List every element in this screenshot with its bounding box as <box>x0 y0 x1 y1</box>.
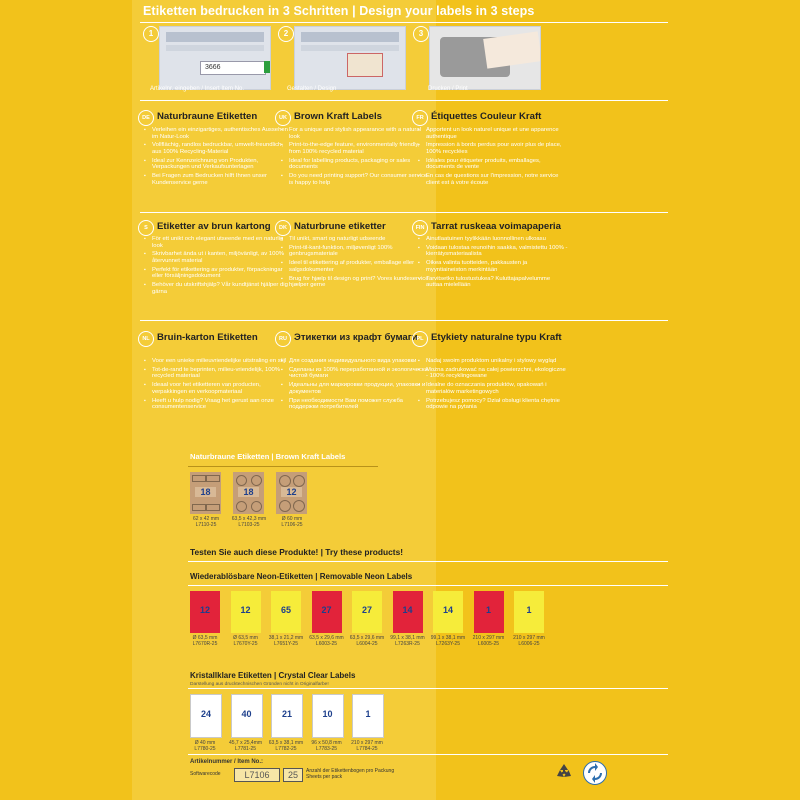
lang-bullet: ▪ Tarvitsetko tulostustukea? Kuluttajapalvelumme auttaa mielellään <box>418 276 568 289</box>
product-caption <box>224 516 274 528</box>
product-tile-clear <box>312 694 344 738</box>
product-size: Ø 60 mm <box>281 516 303 522</box>
product-tile-kraft-round <box>276 472 307 514</box>
clear-section-title: Kristallklare Etiketten | Crystal Clear Labels <box>190 671 356 680</box>
label-count: 12 <box>281 487 302 497</box>
product-tile-neon <box>514 591 544 633</box>
lang-bullet: ▪ Potrzebujesz pomocy? Dział obsługi klienta chętnie odpowie na pytania <box>418 398 568 411</box>
product-caption <box>184 516 228 528</box>
software-code-label: Softwarecode <box>190 771 221 777</box>
lang-bullet: ▪ Heeft u hulp nodig? Vraag het gerust aan onze consumentenservice <box>144 398 294 411</box>
lang-bullet: ▪ Print-til-kant-funktion, miljøvenligt 100% genbrugsmateriale <box>281 245 431 258</box>
product-code: L7651Y-25 <box>273 641 298 647</box>
lang-bullet: ▪ Oikea valinta tuotteiden, pakkausten ja myyntiaineiston merkintään <box>418 260 568 273</box>
article-number-label: Artikelnummer / Item No.: <box>190 759 264 765</box>
divider <box>188 561 668 562</box>
label-count: 27 <box>361 605 372 615</box>
product-code: L7263R-25 <box>395 641 420 647</box>
product-caption <box>428 635 468 647</box>
page-title: Etiketten bedrucken in 3 Schritten | Design your labels in 3 steps <box>143 4 535 18</box>
item-number-box: L7106 <box>234 768 280 782</box>
lang-title: Naturbrune etiketter <box>294 221 386 232</box>
label-count: 14 <box>402 605 413 615</box>
step-3 <box>413 26 538 90</box>
product-size: 210 x 297 mm <box>472 635 505 641</box>
product-code: L6004-25 <box>356 641 378 647</box>
product-size: 38,1 x 21,2 mm <box>268 635 304 641</box>
label-count: 1 <box>365 709 371 719</box>
product-size: 96 x 50,8 mm <box>311 740 342 746</box>
label-count: 12 <box>199 605 210 615</box>
lang-bullet: ▪ Impression à bords perdus pour avoir plus de place, 100% recyclées <box>418 142 568 155</box>
language-code: PL <box>412 331 428 347</box>
lang-bullet: ▪ Для создания индивидуального вида упаковки <box>281 358 431 365</box>
product-tile-neon <box>352 591 382 633</box>
product-tile-kraft-rect <box>233 472 264 514</box>
language-code: S <box>138 220 154 236</box>
label-count: 10 <box>322 709 333 719</box>
divider <box>140 320 668 321</box>
lang-title: Tarrat ruskeaa voimapaperia <box>431 221 561 232</box>
step-1 <box>143 26 268 90</box>
step-number: 2 <box>278 26 294 42</box>
lang-bullet: ▪ Идеальны для маркировки продукции, упаковки и документов <box>281 382 431 395</box>
product-caption <box>347 740 387 752</box>
product-code: L7784-25 <box>356 746 378 752</box>
divider <box>188 585 668 586</box>
product-code: L7780-25 <box>194 746 216 752</box>
label-sheet-icon <box>483 31 541 68</box>
lang-bullet: ▪ Voor een unieke milieuvriendelijke uitstraling en stijl <box>144 358 294 365</box>
label-count: 14 <box>442 605 453 615</box>
label-count: 1 <box>485 605 491 615</box>
product-size: 63,5 x 29,6 mm <box>349 635 385 641</box>
neon-section-title: Wiederablösbare Neon-Etiketten | Removable Neon Labels <box>190 572 413 581</box>
label-count: 27 <box>321 605 332 615</box>
label-count: 21 <box>281 709 292 719</box>
product-caption <box>469 635 509 647</box>
product-tile-neon <box>190 591 220 633</box>
product-tile-neon <box>312 591 342 633</box>
step-2-label: Gestalten / Design <box>287 86 337 92</box>
lang-bullet: ▪ En cas de questions sur l'impression, notre service client est à votre écoute <box>418 173 568 186</box>
lang-bullet: ▪ Tot-de-rand te beprinten, milieu-vriendelijk, 100% recycled materiaal <box>144 367 294 380</box>
lang-title: Brown Kraft Labels <box>294 111 382 122</box>
product-size: Ø 63,5 mm <box>233 635 258 641</box>
product-size: 63,5 x 38,1 mm <box>268 740 304 746</box>
lang-bullet: ▪ Vollflächig, randlos bedruckbar, umwelt-freundlich, aus 100% Recycling-Material <box>144 142 294 155</box>
product-size: 210 x 297 mm <box>513 635 545 641</box>
language-code: FR <box>412 110 428 126</box>
product-caption <box>185 740 225 752</box>
step-3-label: Drucken / Print <box>428 86 468 92</box>
design-preview <box>347 53 383 77</box>
lang-bullet: ▪ Сделаны из 100% переработанной и экологически чистой бумаги <box>281 367 431 380</box>
recycle-icon <box>553 761 575 783</box>
product-tile-neon <box>271 591 301 633</box>
lang-bullet: ▪ Do you need printing support? Our consumer service is happy to help <box>281 173 431 186</box>
label-count: 65 <box>280 605 291 615</box>
sheets-label-en: Sheets per pack <box>306 774 343 780</box>
lang-bullet: ▪ Ideal zur Kennzeichnung von Produkten, Verpackungen und Verkaufsunterlagen <box>144 158 294 171</box>
step-3-photo <box>429 26 541 90</box>
product-size: 210 x 297 mm <box>351 740 383 746</box>
lang-bullet: ▪ For a unique and stylish appearance with a natural look <box>281 127 431 140</box>
divider <box>188 466 378 467</box>
product-caption <box>388 635 428 647</box>
label-count: 18 <box>195 487 216 497</box>
product-tile-clear <box>231 694 263 738</box>
lang-bullet: ▪ Ideal for labelling products, packaging or sales documents <box>281 158 431 171</box>
step-2-screenshot <box>294 26 406 90</box>
lang-bullet: ▪ Idealne do oznaczania produktów, opakowań i materiałów marketingowych <box>418 382 568 395</box>
product-caption <box>270 516 314 528</box>
product-code: L6003-25 <box>315 641 338 647</box>
sheets-count-box: 25 <box>283 768 303 782</box>
step-1-label: Artikelnr. eingeben / Insert Item No. <box>150 86 245 92</box>
lang-bullet: ▪ Idéales pour étiqueter produits, emballages, documents de vente <box>418 158 568 171</box>
product-size: 45,7 x 25,4mm <box>228 740 263 746</box>
product-code: L7670R-25 <box>192 641 218 647</box>
language-code: RU <box>275 331 291 347</box>
product-code: L7781-25 <box>234 746 257 752</box>
color-disclaimer: Darstellung aus drucktechnischen Gründen nicht in Originalfarbe! <box>190 682 329 687</box>
lang-title: Этикетки из крафт бумаги <box>294 332 418 343</box>
language-code: DE <box>138 110 154 126</box>
lang-bullet: ▪ Można zadrukować na całej powierzchni, ekologiczne - 100% recyklingowane <box>418 367 568 380</box>
language-code: DK <box>275 220 291 236</box>
label-count: 24 <box>200 709 211 719</box>
lang-bullet: ▪ För ett unikt och elegant utseende med en naturlig look <box>144 236 294 249</box>
divider <box>140 100 668 101</box>
product-tile-clear <box>271 694 303 738</box>
label-count: 12 <box>240 605 251 615</box>
lang-bullet: ▪ Ainutlaatuinen tyylikkään luonnollinen ulkoasu <box>418 236 568 243</box>
product-code: L7782-25 <box>275 746 297 752</box>
product-tile-clear <box>352 694 384 738</box>
divider <box>188 688 668 689</box>
product-size: 62 x 42 mm <box>192 516 220 522</box>
lang-bullet: ▪ Ideaal voor het etiketteren van producten, verpakkingen en verkoopmateriaal <box>144 382 294 395</box>
product-tile-neon <box>231 591 261 633</box>
lang-bullet: ▪ Apportent un look naturel unique et une apparence authentique <box>418 127 568 140</box>
divider <box>140 22 668 23</box>
product-tile-neon <box>393 591 423 633</box>
product-caption <box>307 635 347 647</box>
product-tile-neon <box>474 591 504 633</box>
lang-bullet: ▪ Print-to-the-edge feature, environmentally friendly, from 100% recycled material <box>281 142 431 155</box>
product-tile-kraft-rect <box>190 472 221 514</box>
product-size: 99,1 x 38,1 mm <box>430 635 466 641</box>
lang-bullet: ▪ При необходимости Вам поможет служба поддержки потребителей <box>281 398 431 411</box>
sheets-label-de: Anzahl der Etikettenbogen pro Packung <box>306 768 395 774</box>
lang-title: Naturbraune Etiketten <box>157 111 258 122</box>
language-code: NL <box>138 331 154 347</box>
lang-bullet: ▪ Bei Fragen zum Bedrucken hilft Ihnen unser Kundenservice gerne <box>144 173 294 186</box>
product-caption <box>266 635 306 647</box>
product-caption <box>226 740 266 752</box>
product-caption <box>307 740 347 752</box>
language-code: FIN <box>412 220 428 236</box>
lang-bullet: ▪ Voidaan tulostaa reunoihin saakka, valmistettu 100% -kierrätysmateriaalista <box>418 245 568 258</box>
product-code: L7106-25 <box>281 522 303 528</box>
product-caption <box>509 635 549 647</box>
product-code: L7103-25 <box>238 522 260 528</box>
product-code: L7783-25 <box>315 746 338 752</box>
kraft-section-title: Naturbraune Etiketten | Brown Kraft Labels <box>190 452 346 461</box>
product-code: L6006-25 <box>518 641 540 647</box>
product-caption <box>185 635 225 647</box>
lang-bullet: ▪ Til unikt, smart og naturligt udseende <box>281 236 431 243</box>
green-dot-icon <box>583 761 607 785</box>
product-size: Ø 63,5 mm <box>192 635 218 641</box>
lang-bullet: ▪ Skrivbarhet ända ut i kanten, miljövänligt, av 100% återvunnet material <box>144 251 294 264</box>
divider <box>140 212 668 213</box>
product-code: L7110-25 <box>195 522 217 528</box>
divider <box>188 754 668 755</box>
lang-title: Etykiety naturalne typu Kraft <box>431 332 562 343</box>
lang-title: Bruin-karton Etiketten <box>157 332 258 343</box>
product-code: L6005-25 <box>477 641 500 647</box>
product-code: L7670Y-25 <box>233 641 258 647</box>
label-count: 40 <box>241 709 252 719</box>
product-tile-neon <box>433 591 463 633</box>
product-size: 63,5 x 42,3 mm <box>231 516 267 522</box>
lang-bullet: ▪ Brug for hjælp til design og print? Vores kundeservice hjælper gerne <box>281 276 431 289</box>
product-caption <box>347 635 387 647</box>
product-size: 63,5 x 29,6 mm <box>309 635 344 641</box>
try-products-title: Testen Sie auch diese Produkte! | Try these products! <box>190 547 404 557</box>
step-number: 3 <box>413 26 429 42</box>
product-code: L7263Y-25 <box>435 641 460 647</box>
step-2 <box>278 26 403 90</box>
lang-bullet: ▪ Nadaj swoim produktom unikalny i stylowy wygląd <box>418 358 568 365</box>
lang-title: Etiketter av brun kartong <box>157 221 271 232</box>
lang-bullet: ▪ Ideel til etikettering af produkter, emballage eller salgsdokumenter <box>281 260 431 273</box>
product-size: 99,1 x 38,1 mm <box>390 635 425 641</box>
lang-bullet: ▪ Perfekt för etikettering av produkter, förpackningar eller försäljningsdokument <box>144 267 294 280</box>
product-tile-clear <box>190 694 222 738</box>
label-count: 1 <box>526 605 532 615</box>
label-count: 18 <box>238 487 259 497</box>
step-number: 1 <box>143 26 159 42</box>
go-button-graphic <box>264 61 271 73</box>
step-1-screenshot <box>159 26 271 90</box>
product-caption <box>266 740 306 752</box>
item-number-field: 3666 <box>200 61 266 75</box>
product-caption <box>226 635 266 647</box>
lang-bullet: ▪ Behöver du utskriftshjälp? Vår kundtjänst hjälper dig gärna <box>144 282 294 295</box>
product-size: Ø 40 mm <box>194 740 216 746</box>
lang-title: Étiquettes Couleur Kraft <box>431 111 542 122</box>
lang-bullet: ▪ Verleihen ein einzigartiges, authentisches Aussehen im Natur-Look <box>144 127 294 140</box>
sheets-per-pack-label <box>306 768 394 780</box>
language-code: UK <box>275 110 291 126</box>
